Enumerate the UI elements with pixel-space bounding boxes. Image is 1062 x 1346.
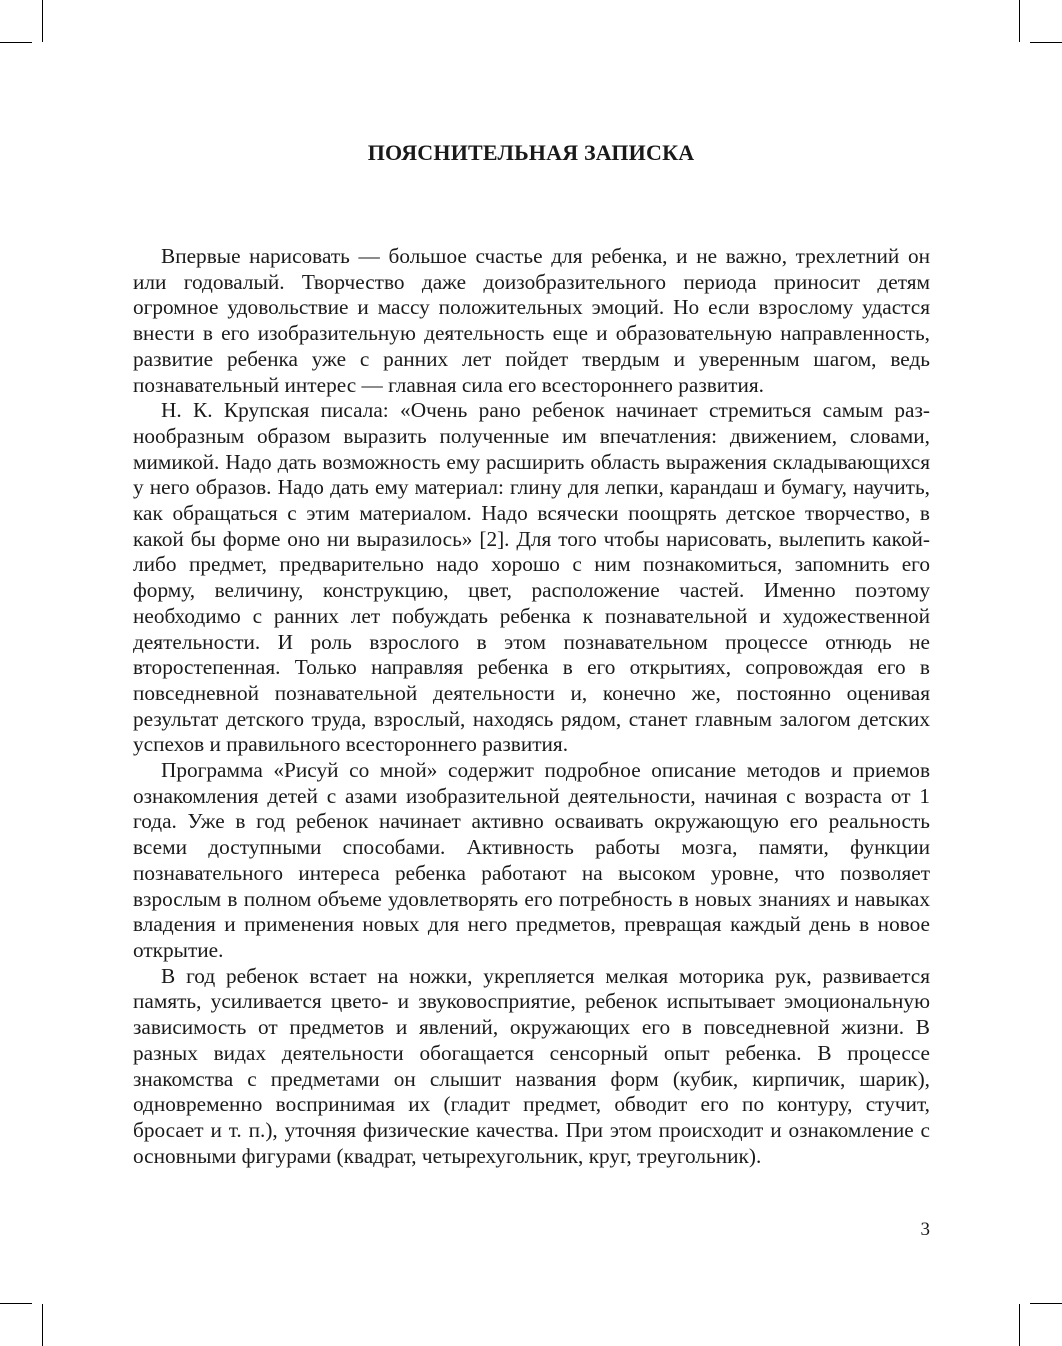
crop-mark: [0, 42, 32, 43]
crop-mark: [42, 1304, 43, 1346]
page-number: 3: [920, 1219, 930, 1240]
paragraph: В год ребенок встает на ножки, укрепляется мелкая моторика рук, развивается память, усиливается цвето- и звуковосприятие, ребенок испытывает эмоциональную зависимость от предметов и явлений, окружающих его в повседневной жизни. В разных видах деятельности обогащается сенсорный опыт ребенка. В процессе знакомства с предметами он слышит названия форм (кубик, кирпичик, шарик), одновременно воспринимая их (гладит предмет, обводит его по контуру, стучит, бросает и т. п.), уточняя физические качества. При этом происходит и ознакомление с основными фигурами (квадрат, четырехугольник, круг, треугольник).: [133, 963, 930, 1168]
crop-mark: [1019, 0, 1020, 42]
crop-mark: [1030, 42, 1062, 43]
paragraph: Впервые нарисовать — большое счастье для ребенка, и не важно, трехлетний он или годовалый. Творчество даже доизобразительного периода приносит детям огромное удовольствие и массу положительных эмоций. Но если взрослому удастся внести в его изобразительную деятельность еще и образовательную направленность, развитие ребенка уже с ранних лет пойдет твердым и уверенным шагом, ведь познавательный интерес — главная сила его всестороннего развития.: [133, 244, 930, 397]
page-title: ПОЯСНИТЕЛЬНАЯ ЗАПИСКА: [367, 140, 695, 165]
crop-mark: [42, 0, 43, 42]
paragraph: Программа «Рисуй со мной» содержит подробное описание методов и приемов ознакомления детей с азами изобразительной деятельности, начиная с возраста от 1 года. Уже в год ребенок начинает активно осваивать окружающую его реальность всеми доступными способами. Активность работы мозга, памяти, функции познавательного интереса ребенка работают на высоком уровне, что позволяет взрослым в полном объеме удовлетворять его потребность в новых знаниях и навыках владения и применения новых для него предметов, превращая каждый день в новое открытие.: [133, 758, 930, 962]
body-text: [133, 244, 930, 1169]
paragraph: Н. К. Крупская писала: «Очень рано ребенок начинает стремиться самым разнообразным образом выразить полученные им впечатления: движением, словами, мимикой. Надо дать возможность ему расширить область выражения складывающихся у него образов. Надо дать ему материал: глину для лепки, карандаш и бумагу, научить, как обращаться с этим материалом. Надо всячески поощрять детское творчество, в какой бы форме оно ни выразилось» [2]. Для того чтобы нарисовать, вылепить какой-либо предмет, предварительно надо хорошо с ним познакомиться, запомнить его форму, величину, конструкцию, цвет, расположение частей. Именно поэтому необходимо с ранних лет побуждать ребенка к познавательной и художественной деятельности. И роль взрослого в этом познавательном процессе отнюдь не второстепенная. Только направляя ребенка в его открытиях, сопровождая его в повседневной познавательной деятельности и, конечно же, постоянно оценивая результат детского труда, взрослый, находясь рядом, станет главным залогом детских успехов и правильного всестороннего развития.: [133, 398, 930, 757]
crop-mark: [1019, 1304, 1020, 1346]
crop-mark: [0, 1303, 32, 1304]
crop-mark: [1030, 1303, 1062, 1304]
